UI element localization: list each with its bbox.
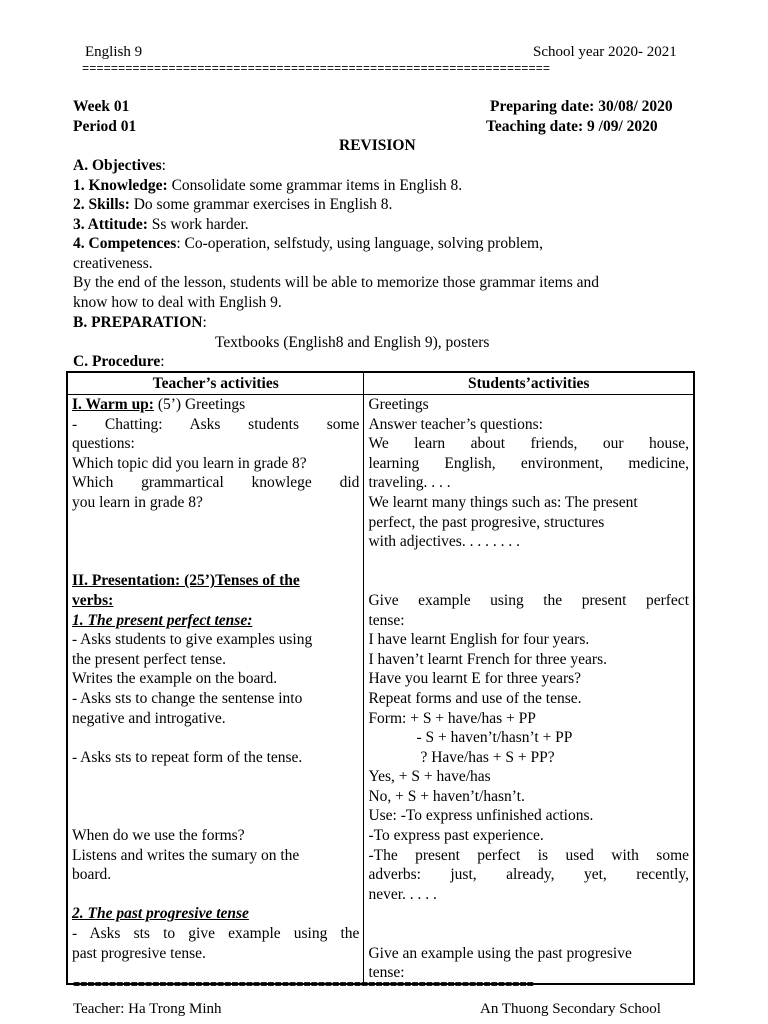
preparation-materials: Textbooks (English8 and English 9), posters bbox=[215, 334, 490, 351]
student-line: tense: bbox=[368, 964, 405, 982]
teacher-line: - Chatting: Asks students some bbox=[72, 415, 360, 433]
preparation-heading: B. PREPARATION: bbox=[73, 314, 207, 331]
student-line: -To express past experience. bbox=[368, 827, 544, 845]
student-line: -The present perfect is used with some bbox=[368, 846, 689, 864]
student-line: Give example using the present perfect bbox=[368, 591, 689, 609]
preparing-date: Preparing date: 30/08/ 2020 bbox=[490, 98, 673, 115]
procedure-table bbox=[66, 371, 695, 985]
student-line: Repeat forms and use of the tense. bbox=[368, 689, 582, 707]
objectives-heading: A. Objectives: bbox=[73, 157, 166, 174]
student-line: - S + haven’t/hasn’t + PP bbox=[416, 729, 573, 747]
col-teacher-header: Teacher’s activities bbox=[67, 372, 364, 395]
students-activities-cell bbox=[364, 395, 694, 984]
outcome-line-1: By the end of the lesson, students will be able to memorize those grammar items and bbox=[73, 274, 600, 291]
teacher-line: you learn in grade 8? bbox=[72, 493, 203, 511]
presentation-heading-cont: verbs: bbox=[72, 591, 114, 609]
student-line: We learn about friends, our house, bbox=[368, 435, 689, 453]
teacher-line: negative and introgative. bbox=[72, 709, 226, 727]
student-line: Give an example using the past progresive bbox=[368, 944, 632, 962]
week-label: Week 01 bbox=[73, 98, 130, 115]
student-line: Use: -To express unfinished actions. bbox=[368, 807, 594, 825]
teacher-line: past progresive tense. bbox=[72, 944, 206, 962]
objective-competences: 4. Competences: Co-operation, selfstudy, using language, solving problem, bbox=[73, 235, 543, 252]
student-line: Form: + S + have/has + PP bbox=[368, 709, 536, 727]
teacher-line: When do we use the forms? bbox=[72, 827, 245, 845]
student-line: I haven’t learnt French for three years. bbox=[368, 650, 607, 668]
header-school-year: School year 2020- 2021 bbox=[533, 44, 677, 60]
teaching-date: Teaching date: 9 /09/ 2020 bbox=[486, 118, 658, 135]
teacher-line: - Asks sts to repeat form of the tense. bbox=[72, 748, 303, 766]
presentation-heading: II. Presentation: (25’)Tenses of the bbox=[72, 572, 300, 590]
period-label: Period 01 bbox=[73, 118, 137, 135]
col-students-header: Students’activities bbox=[364, 372, 694, 395]
student-line: tense: bbox=[368, 611, 405, 629]
objective-competences-cont: creativeness. bbox=[73, 255, 153, 272]
student-line: No, + S + haven’t/hasn’t. bbox=[368, 787, 525, 805]
table-header-row bbox=[67, 372, 694, 395]
teacher-line: Which topic did you learn in grade 8? bbox=[72, 454, 307, 472]
footer-school: An Thuong Secondary School bbox=[480, 1001, 661, 1017]
teacher-line: questions: bbox=[72, 435, 135, 453]
student-line: never. . . . . bbox=[368, 885, 437, 903]
table-row bbox=[67, 395, 694, 984]
footer-teacher: Teacher: Ha Trong Minh bbox=[73, 1001, 222, 1017]
page-title: REVISION bbox=[339, 137, 416, 154]
teacher-line: the present perfect tense. bbox=[72, 650, 227, 668]
objective-attitude: 3. Attitude: Ss work harder. bbox=[73, 216, 249, 233]
teacher-line: - Asks sts to give example using the bbox=[72, 925, 360, 943]
objective-skills: 2. Skills: Do some grammar exercises in English 8. bbox=[73, 196, 393, 213]
student-line: perfect, the past progresive, structures bbox=[368, 513, 605, 531]
footer-rule: ================================================================ bbox=[73, 978, 534, 992]
procedure-heading: C. Procedure: bbox=[73, 353, 165, 370]
past-progressive-heading: 2. The past progresive tense bbox=[72, 905, 249, 923]
student-line: Answer teacher’s questions: bbox=[368, 415, 543, 433]
student-line: learning English, environment, medicine, bbox=[368, 454, 689, 472]
student-line: traveling. . . . bbox=[368, 474, 451, 492]
student-line: I have learnt English for four years. bbox=[368, 631, 590, 649]
warmup-heading: I. Warm up: (5’) Greetings bbox=[72, 396, 246, 413]
teacher-line: - Asks students to give examples using bbox=[72, 631, 313, 649]
teacher-activities-cell bbox=[67, 395, 364, 984]
student-line: Have you learnt E for three years? bbox=[368, 670, 582, 688]
student-line: Greetings bbox=[368, 396, 429, 413]
header-rule: ================================================================= bbox=[82, 62, 551, 76]
student-line: ? Have/has + S + PP? bbox=[420, 748, 555, 766]
teacher-line: board. bbox=[72, 866, 112, 884]
outcome-line-2: know how to deal with English 9. bbox=[73, 294, 282, 311]
student-line: adverbs: just, already, yet, recently, bbox=[368, 866, 689, 884]
header-subject: English 9 bbox=[85, 44, 143, 60]
teacher-line: - Asks sts to change the sentense into bbox=[72, 689, 303, 707]
teacher-line: Writes the example on the board. bbox=[72, 670, 278, 688]
present-perfect-heading: 1. The present perfect tense: bbox=[72, 611, 253, 629]
student-line: Yes, + S + have/has bbox=[368, 768, 491, 786]
objective-knowledge: 1. Knowledge: Consolidate some grammar items in English 8. bbox=[73, 177, 463, 194]
student-line: with adjectives. . . . . . . . bbox=[368, 533, 520, 551]
teacher-line: Which grammartical knowlege did bbox=[72, 474, 360, 492]
student-line: We learnt many things such as: The present bbox=[368, 493, 638, 511]
teacher-line: Listens and writes the sumary on the bbox=[72, 846, 300, 864]
